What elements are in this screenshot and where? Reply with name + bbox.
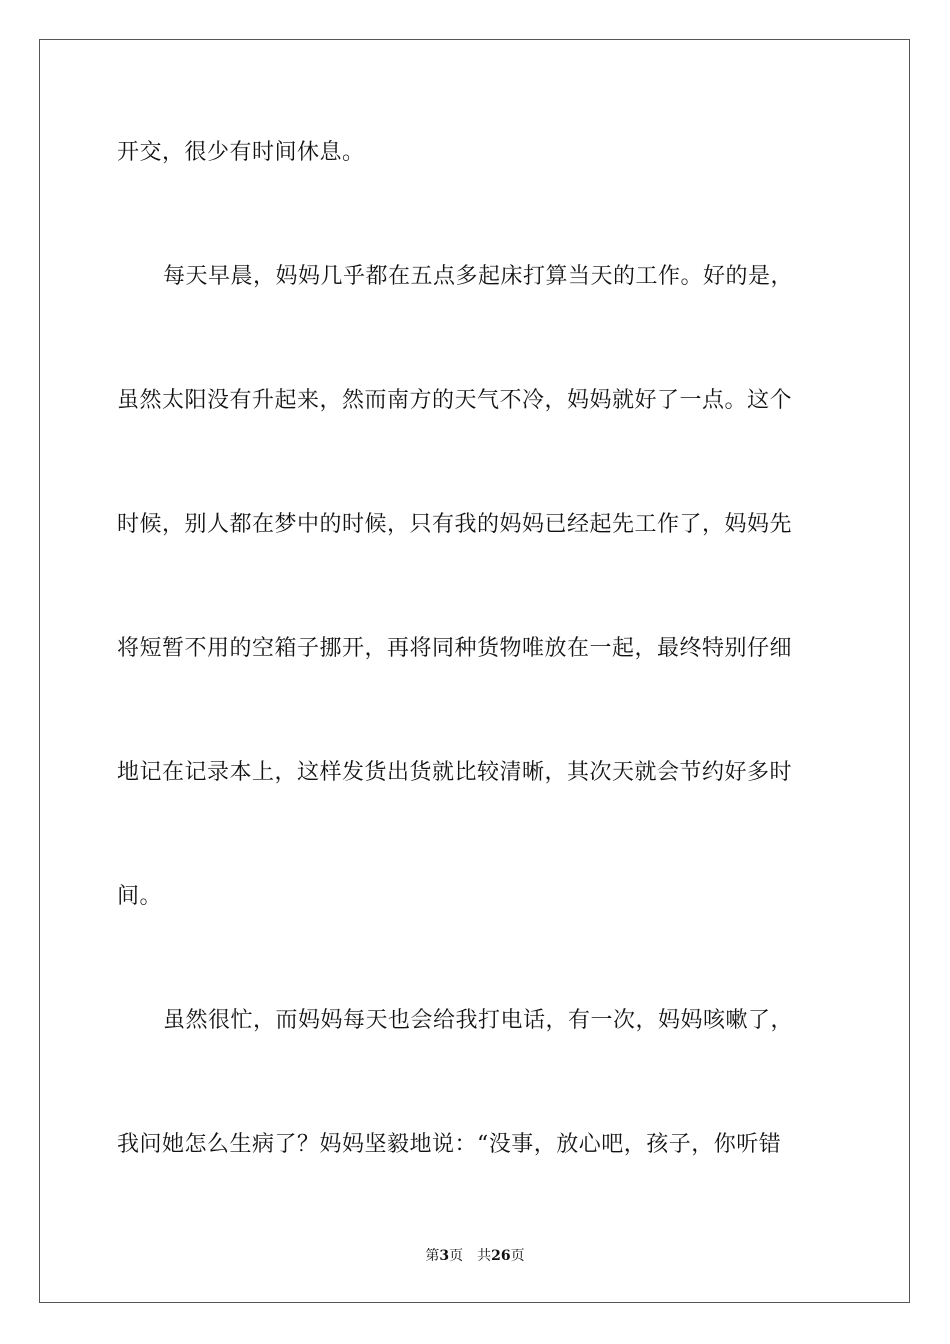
- page-suffix: 页: [449, 1248, 464, 1264]
- text-line-8: 虽然很忙，而妈妈每天也会给我打电话，有一次，妈妈咳嗽了，: [163, 1008, 794, 1033]
- text-line-3: 虽然太阳没有升起来，然而南方的天气不冷，妈妈就好了一点。这个: [117, 388, 793, 413]
- text-line-7: 间。: [117, 884, 163, 909]
- total-suffix: 页: [510, 1248, 525, 1264]
- text-line-4: 时候，别人都在梦中的时候，只有我的妈妈已经起先工作了，妈妈先: [117, 512, 793, 537]
- total-prefix: 共: [477, 1248, 492, 1264]
- page-frame: [39, 39, 910, 1303]
- page-footer: [0, 1246, 950, 1266]
- text-line-2: 每天早晨，妈妈几乎都在五点多起床打算当天的工作。好的是，: [163, 264, 794, 289]
- text-line-9: 我问她怎么生病了？妈妈坚毅地说：“没事，放心吧，孩子，你听错: [117, 1132, 782, 1157]
- text-line-5: 将短暂不用的空箱子挪开，再将同种货物唯放在一起，最终特别仔细: [117, 636, 793, 661]
- total-pages: 26: [491, 1248, 511, 1264]
- page-prefix: 第: [425, 1248, 440, 1264]
- text-line-1: 开交，很少有时间休息。: [117, 140, 365, 165]
- text-line-6: 地记在记录本上，这样发货出货就比较清晰，其次天就会节约好多时: [117, 760, 793, 785]
- page-number: 3: [439, 1248, 450, 1264]
